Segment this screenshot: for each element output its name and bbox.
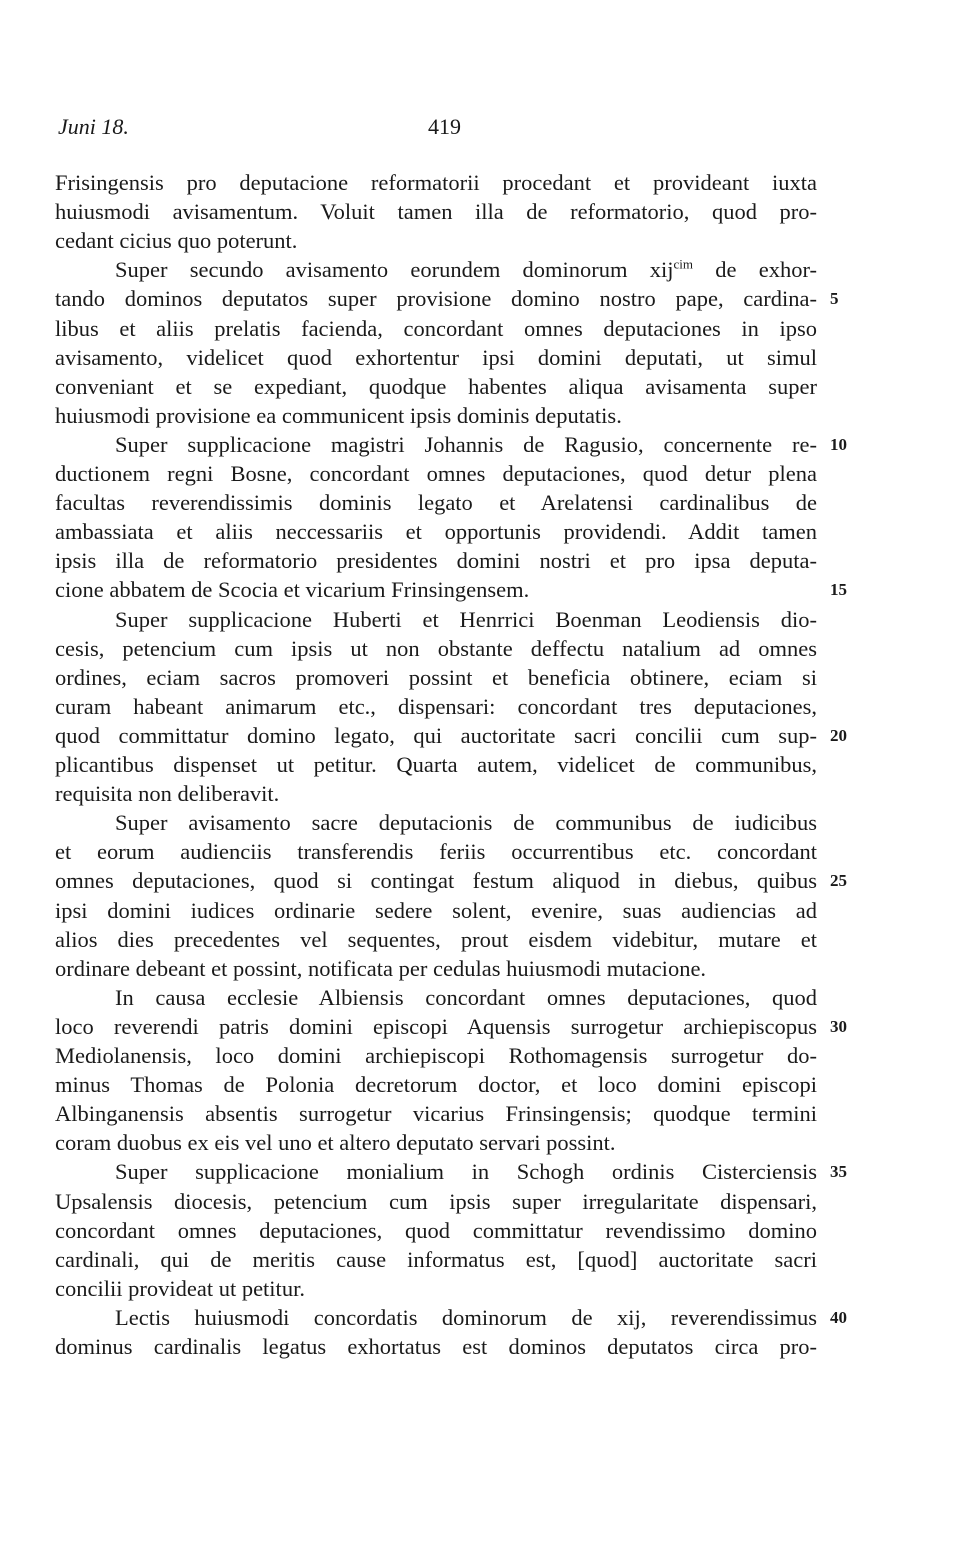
- text-line: [55, 517, 817, 546]
- text-line-content: Lectis huiusmodi concordatis dominorum de xij, reverendissimus: [115, 1304, 817, 1330]
- text-line: [55, 1128, 817, 1157]
- text-line-content: coram duobus ex eis vel uno et altero deputato servari possint.: [55, 1130, 616, 1156]
- text-line-content: concilii provideat ut petitur.: [55, 1275, 305, 1301]
- text-line-content: cedant cicius quo poterunt.: [55, 228, 298, 254]
- text-line: [55, 925, 817, 954]
- text-line-content: Albinganensis absentis surrogetur vicarius Frinsingensis; quodque termini: [55, 1101, 817, 1127]
- text-line-content: loco reverendi patris domini episcopi Aquensis surrogetur archiepiscopus: [55, 1013, 817, 1039]
- text-line-content: requisita non deliberavit.: [55, 781, 280, 807]
- text-line: [55, 284, 817, 313]
- text-line-content: facultas reverendissimis dominis legato et Arelatensi cardinalibus de: [55, 490, 817, 516]
- text-line-content: minus Thomas de Polonia decretorum doctor, et loco domini episcopi: [55, 1072, 817, 1098]
- text-line-content: ordines, eciam sacros promoveri possint et beneficia obtinere, eciam si: [55, 664, 817, 690]
- text-line-content: dominus cardinalis legatus exhortatus est dominos deputatos circa pro-: [55, 1334, 817, 1359]
- text-line: [55, 314, 817, 343]
- line-number: 30: [830, 1016, 847, 1036]
- line-number: 5: [830, 289, 839, 309]
- text-line-content: Super supplicacione Huberti et Henrrici Boenman Leodiensis dio-: [115, 606, 817, 632]
- text-line-content: avisamento, videlicet quod exhortentur ipsi domini deputati, ut simul: [55, 344, 817, 370]
- text-line-continuation: de exhor-: [693, 257, 817, 283]
- text-line-content: Super supplicacione magistri Johannis de Ragusio, concernente re-: [115, 431, 817, 457]
- text-line-content: concordant omnes deputaciones, quod committatur revendissimo domino: [55, 1217, 817, 1243]
- text-line: [55, 401, 817, 430]
- line-number: 20: [830, 725, 847, 745]
- text-line: [55, 896, 817, 925]
- text-line-content: ipsis illa de reformatorio presidentes domini nostri et pro ipsa deputa-: [55, 548, 817, 574]
- text-line: [55, 546, 817, 575]
- text-line-content: conveniant et se expediant, quodque habentes aliqua avisamenta super: [55, 373, 817, 399]
- page-number: 419: [428, 114, 461, 139]
- text-line: [55, 372, 817, 401]
- text-line-content: ordinare debeant et possint, notificata per cedulas huiusmodi mutacione.: [55, 955, 707, 981]
- text-line: [55, 1303, 817, 1332]
- line-number: 35: [830, 1162, 847, 1182]
- text-line: [55, 1070, 817, 1099]
- text-line-content: cardinali, qui de meritis cause informatus est, [quod] auctoritate sacri: [55, 1246, 817, 1272]
- text-line-content: omnes deputaciones, quod si contingat festum aliquod in diebus, quibus: [55, 868, 817, 894]
- text-line: [55, 1099, 817, 1128]
- text-line: [55, 168, 817, 197]
- text-line: [55, 750, 817, 779]
- text-line: [55, 983, 817, 1012]
- text-line: [55, 1041, 817, 1070]
- text-line-content: ipsi domini iudices ordinarie sedere solent, evenire, suas audiencias ad: [55, 897, 817, 923]
- text-line-content: Mediolanensis, loco domini archiepiscopi Rothomagensis surrogetur do-: [55, 1043, 817, 1068]
- text-line-content: Super avisamento sacre deputacionis de communibus de iudicibus: [115, 810, 817, 836]
- text-line: [55, 721, 817, 750]
- text-line: [55, 837, 817, 866]
- superscript: cim: [673, 256, 694, 272]
- text-line: [55, 634, 817, 663]
- text-line-content: huiusmodi avisamentum. Voluit tamen illa de reformatorio, quod pro-: [55, 199, 817, 225]
- text-line-content: plicantibus dispenset ut petitur. Quarta autem, videlicet de communibus,: [55, 752, 817, 777]
- text-line: [55, 663, 817, 692]
- text-line: [55, 226, 817, 255]
- text-line-content: Super secundo avisamento eorundem dominorum xij: [115, 257, 674, 283]
- text-line-content: cione abbatem de Scocia et vicarium Frinsingensem.: [55, 577, 530, 603]
- text-line-content: Upsalensis diocesis, petencium cum ipsis super irregularitate dispensari,: [55, 1188, 817, 1214]
- text-line: [55, 1274, 817, 1303]
- text-line-content: tando dominos deputatos super provisione domino nostro pape, cardina-: [55, 286, 817, 312]
- text-line: [55, 1216, 817, 1245]
- text-line-content: curam habeant animarum etc., dispensari: concordant tres deputaciones,: [55, 693, 817, 719]
- text-line: [55, 575, 817, 604]
- text-line: [55, 430, 817, 459]
- page-header: [58, 114, 818, 144]
- text-line-content: Super supplicacione monialium in Schogh ordinis Cisterciensis: [115, 1159, 817, 1185]
- text-line: [55, 866, 817, 895]
- line-number: 15: [830, 580, 847, 600]
- text-line: [55, 954, 817, 983]
- text-line: [55, 459, 817, 488]
- text-line: [55, 255, 817, 284]
- line-number: 10: [830, 434, 847, 454]
- text-line-content: libus et aliis prelatis facienda, concordant omnes deputaciones in ipso: [55, 315, 817, 341]
- text-line-content: cesis, petencium cum ipsis ut non obstante deffectu natalium ad omnes: [55, 635, 817, 661]
- text-line: [55, 488, 817, 517]
- text-line: [55, 779, 817, 808]
- text-line-content: et eorum audienciis transferendis feriis occurrentibus etc. concordant: [55, 839, 817, 865]
- line-number: 25: [830, 871, 847, 891]
- text-line-content: huiusmodi provisione ea communicent ipsis dominis deputatis.: [55, 402, 622, 428]
- text-line: [55, 692, 817, 721]
- text-line: [55, 197, 817, 226]
- text-line-content: Frisingensis pro deputacione reformatorii procedant et provideant iuxta: [55, 170, 817, 195]
- text-line-content: ductionem regni Bosne, concordant omnes deputaciones, quod detur plena: [55, 461, 817, 486]
- text-line: [55, 1332, 817, 1361]
- text-line-content: In causa ecclesie Albiensis concordant omnes deputaciones, quod: [115, 984, 817, 1010]
- text-line: [55, 1157, 817, 1186]
- text-line: [55, 1012, 817, 1041]
- text-line: [55, 605, 817, 634]
- text-line: [55, 1187, 817, 1216]
- text-line-content: quod committatur domino legato, qui auctoritate sacri concilii cum sup-: [55, 722, 817, 748]
- text-line: [55, 1245, 817, 1274]
- text-line: [55, 808, 817, 837]
- text-line-content: alios dies precedentes vel sequentes, prout eisdem videbitur, mutare et: [55, 926, 817, 952]
- line-number: 40: [830, 1307, 847, 1327]
- text-line: [55, 343, 817, 372]
- running-head-date: Juni 18.: [58, 114, 129, 139]
- text-line-content: ambassiata et aliis neccessariis et opportunis providendi. Addit tamen: [55, 519, 817, 545]
